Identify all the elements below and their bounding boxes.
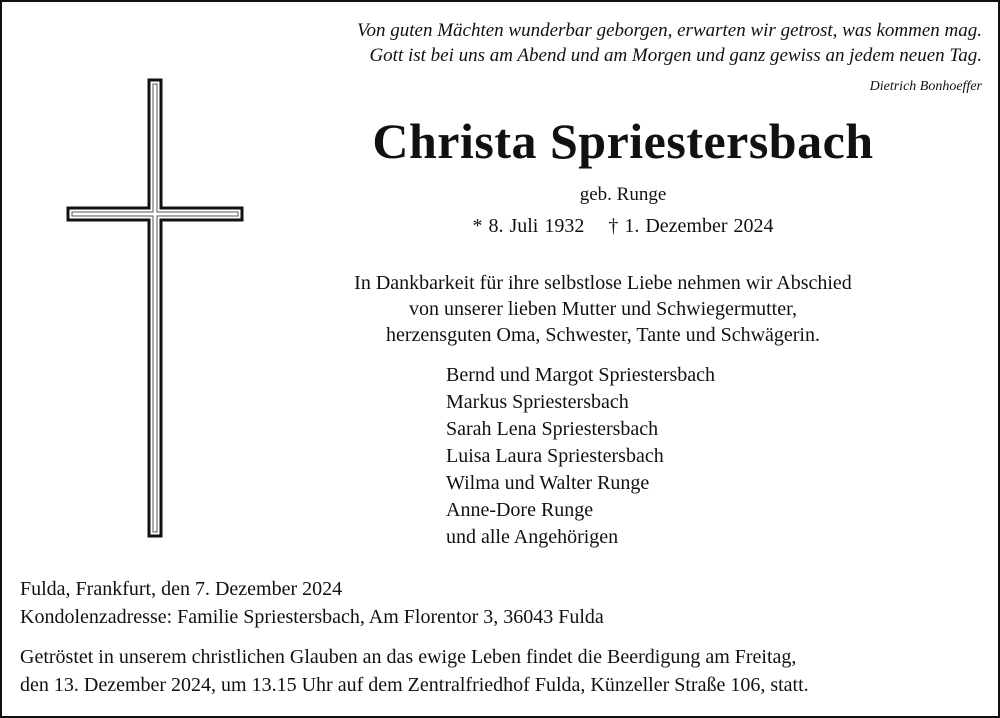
life-dates xyxy=(300,215,946,238)
maiden-name: geb. Runge xyxy=(579,184,667,205)
quote-author: Dietrich Bonhoeffer xyxy=(869,79,982,94)
mourner: Sarah Lena Spriestersbach xyxy=(446,418,659,440)
cross-icon xyxy=(66,78,246,538)
bonhoeffer-quote xyxy=(82,18,982,68)
birth-date: * 8. Juli 1932 xyxy=(472,215,585,237)
mourner: und alle Angehörigen xyxy=(446,526,619,548)
burial-info xyxy=(20,643,985,699)
place-date: Fulda, Frankfurt, den 7. Dezember 2024 xyxy=(20,578,343,600)
deceased-name: Christa Spriestersbach xyxy=(372,113,874,169)
mourner: Luisa Laura Spriestersbach xyxy=(446,445,664,467)
burial-line-1: Getröstet in unserem christlichen Glauben an das ewige Leben findet die Beerdigung am Freitag, xyxy=(20,646,797,668)
farewell-line-2: von unserer lieben Mutter und Schwiegermutter, xyxy=(409,298,797,320)
mourner: Wilma und Walter Runge xyxy=(446,472,650,494)
mourners-list xyxy=(446,362,715,551)
place-and-address xyxy=(20,575,604,631)
death-date: † 1. Dezember 2024 xyxy=(608,215,774,237)
burial-line-2: den 13. Dezember 2024, um 13.15 Uhr auf dem Zentralfriedhof Fulda, Künzeller Straße 106, statt. xyxy=(20,674,809,696)
condolence-address: Kondolenzadresse: Familie Spriestersbach, Am Florentor 3, 36043 Fulda xyxy=(20,606,604,628)
farewell-line-1: In Dankbarkeit für ihre selbstlose Liebe nehmen wir Abschied xyxy=(354,272,852,294)
quote-line-2: Gott ist bei uns am Abend und am Morgen und ganz gewiss an jedem neuen Tag. xyxy=(369,45,982,66)
quote-line-1: Von guten Mächten wunderbar geborgen, erwarten wir getrost, was kommen mag. xyxy=(356,20,982,41)
farewell-text xyxy=(280,270,926,348)
mourner: Markus Spriestersbach xyxy=(446,391,629,413)
mourner: Anne-Dore Runge xyxy=(446,499,594,521)
farewell-line-3: herzensguten Oma, Schwester, Tante und Schwägerin. xyxy=(386,324,820,346)
mourner: Bernd und Margot Spriestersbach xyxy=(446,364,716,386)
